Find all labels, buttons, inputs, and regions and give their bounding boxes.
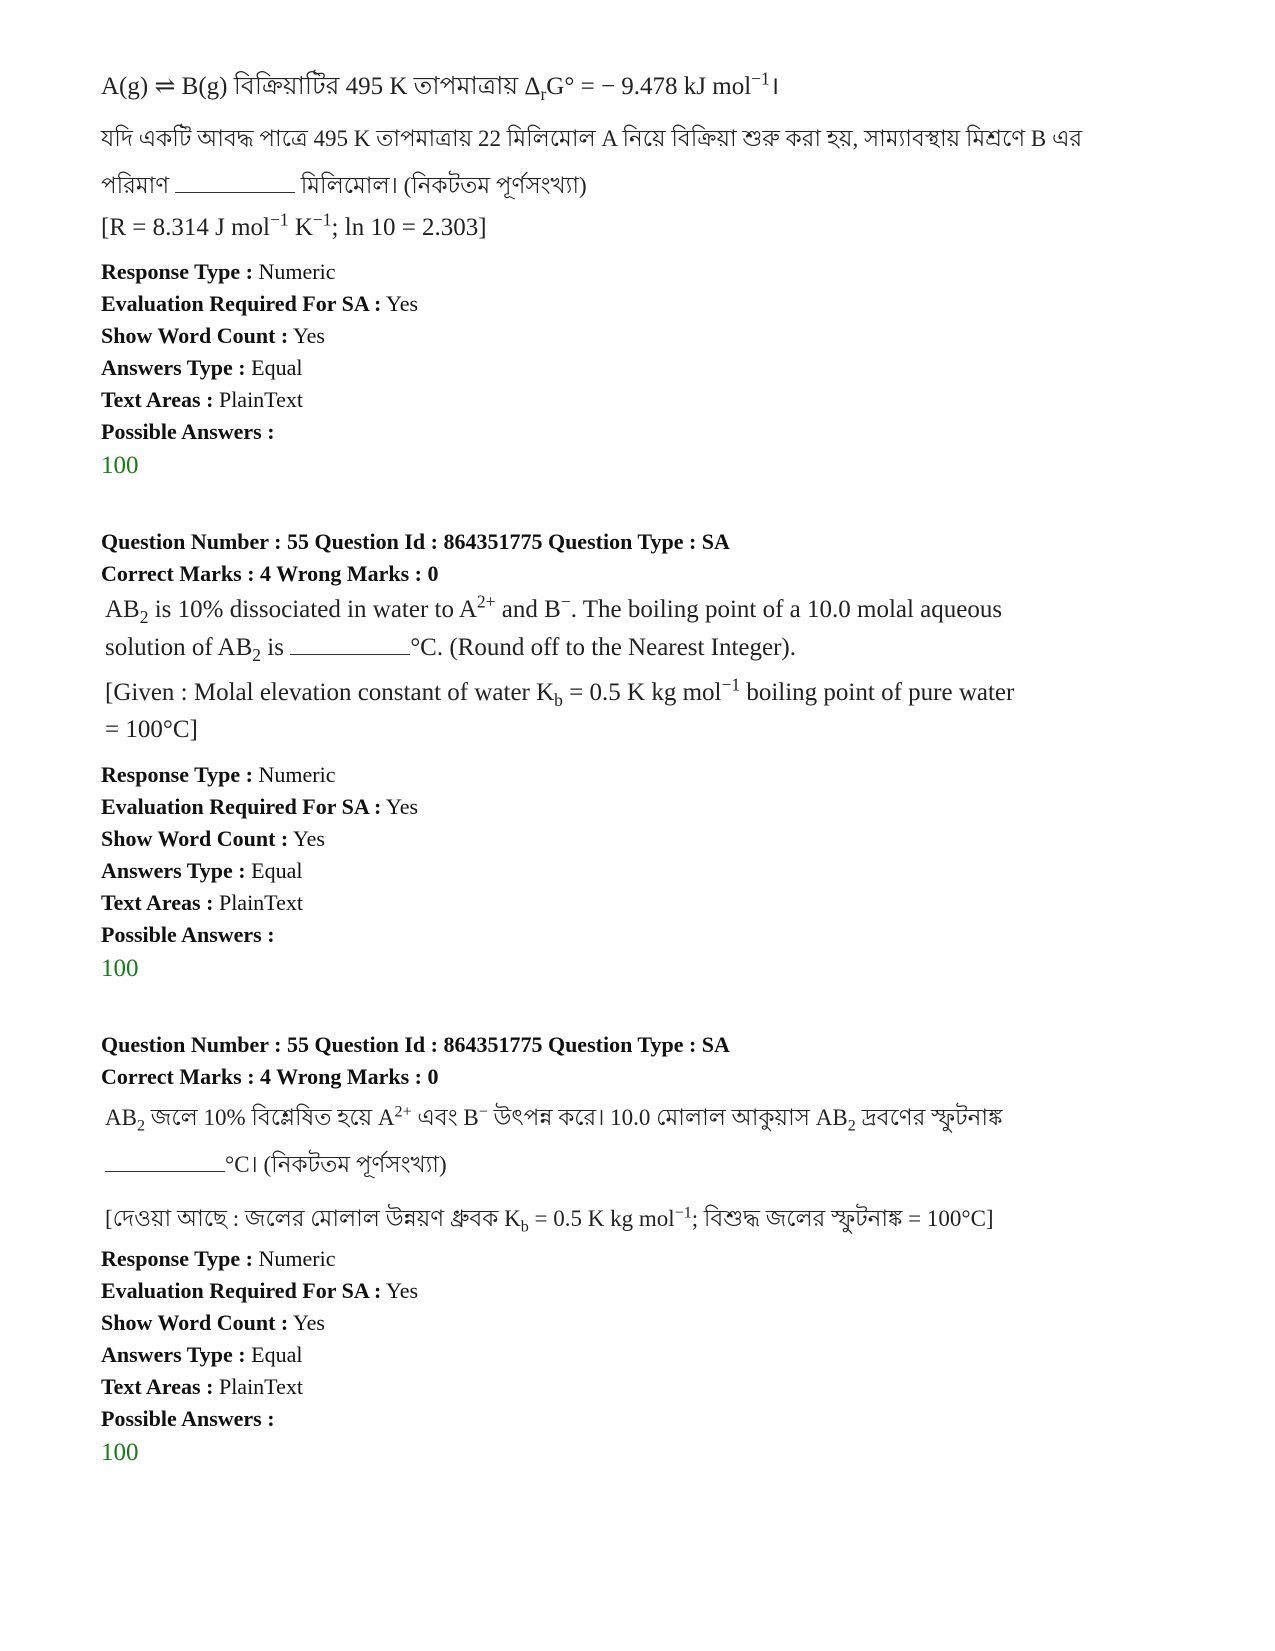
value: Yes [292,1310,325,1335]
reaction-lhs: A(g) [101,73,149,100]
q55-en-line1 [105,591,1003,627]
q55-bn-response-type [101,1246,335,1272]
q55-bn-possible-answers [101,1406,275,1432]
value: PlainText [218,1374,303,1399]
s1-line2: যদি একটি আবদ্ধ পাত্রে 495 K তাপমাত্রায় 22 মিলিমোল A নিয়ে বিক্রিয়া শুরু করা হয়, সাম্যাবস্থায় মিশ্রণে B এর [101,126,1083,151]
q55-bn-evaluation [101,1278,418,1304]
label: Text Areas : [101,890,214,915]
delta-sub: r [540,84,547,104]
q55-bn-answers-type [101,1342,302,1368]
value: Equal [251,858,303,883]
value: PlainText [218,387,303,412]
t: = 0.5 K kg mol [528,1206,675,1231]
s1-line3 [101,167,587,206]
answer-blank [290,638,410,655]
sub: b [554,690,563,710]
given-a: [R = 8.314 J mol [101,214,270,241]
sup: 2+ [394,1103,412,1121]
sub: 2 [847,1117,856,1135]
delta-value: G° = − 9.478 kJ mol [546,73,752,100]
t: জলে 10% বিশ্লেষিত হয়ে A [145,1105,395,1130]
sup: − [560,591,571,612]
label: Text Areas : [101,387,214,412]
t: দ্রবণের স্ফুটনাঙ্ক [855,1105,1003,1130]
q55-bn-answer-value: 100 [101,1439,139,1466]
value: Yes [292,826,325,851]
sub: 2 [139,607,149,627]
value: PlainText [218,890,303,915]
sub: 2 [136,1117,145,1135]
s1-word-count [101,323,325,349]
s1-text-areas [101,387,303,413]
q55-en-possible-answers [101,922,275,948]
reaction-desc: বিক্রিয়াটির 495 K তাপমাত্রায় [233,73,519,100]
q55-en-evaluation [101,794,418,820]
value: Numeric [258,259,336,284]
t: এবং B [411,1105,479,1130]
label: Possible Answers : [101,1406,275,1431]
t: উৎপন্ন করে। 10.0 মোলাল আকুয়াস AB [487,1105,848,1130]
q55-bn-word-count [101,1310,325,1336]
sup: −1 [721,674,741,695]
q55-en-answer-value: 100 [101,955,139,982]
label: Response Type : [101,1246,253,1271]
sup: 2+ [476,591,496,612]
answer-blank [105,1155,225,1172]
q55-bn-marks: Correct Marks : 4 Wrong Marks : 0 [101,1064,439,1089]
q55-en-text-areas [101,890,303,916]
s1-reaction-line [101,66,779,109]
label: Response Type : [101,762,253,787]
label: Show Word Count : [101,826,289,851]
delta-symbol: Δ [524,73,541,100]
t: AB [105,1105,137,1130]
t: °C। (নিকটতম পূর্ণসংখ্যা) [225,1152,447,1177]
label: Show Word Count : [101,323,289,348]
t: solution of AB [105,634,253,661]
label: Answers Type : [101,1342,246,1367]
equilibrium-arrow: ⇌ [154,73,176,100]
label: Answers Type : [101,355,246,380]
value: Equal [251,1342,303,1367]
s1-answers-type [101,355,302,381]
line1-end: । [769,73,780,100]
label: Possible Answers : [101,419,275,444]
value: Numeric [258,762,336,787]
value: Equal [251,355,303,380]
t: is 10% dissociated in water to A [148,596,477,623]
q55-en-response-type [101,762,335,788]
s1-possible-answers [101,419,275,445]
t: and B [495,596,561,623]
reaction-rhs: B(g) [181,73,228,100]
sup: − [478,1103,488,1121]
q55-bn-line1 [105,1099,1002,1138]
q55-en-answers-type [101,858,302,884]
q55-bn-line3 [105,1200,994,1239]
label: Evaluation Required For SA : [101,291,382,316]
value: Yes [386,1278,419,1303]
q55-en-header: Question Number : 55 Question Id : 864351775 Question Type : SA [101,529,730,554]
t: [Given : Molal elevation constant of water K [105,679,555,706]
s1-line3-a: পরিমাণ [101,173,170,198]
label: Response Type : [101,259,253,284]
q55-bn-line2 [105,1146,447,1185]
s1-line3-b: মিলিমোল। (নিকটতম পূর্ণসংখ্যা) [300,173,587,198]
answer-blank [175,176,295,193]
value: Numeric [258,1246,336,1271]
t: boiling point of pure water [740,679,1015,706]
t: [দেওয়া আছে : জলের মোলাল উন্নয়ণ ধ্রুবক K [105,1206,521,1231]
label: Show Word Count : [101,1310,289,1335]
t: ; বিশুদ্ধ জলের স্ফুটনাঙ্ক = 100°C] [691,1206,994,1231]
given-sup1: −1 [269,209,289,230]
t: is [261,634,284,661]
value: Yes [386,291,419,316]
label: Evaluation Required For SA : [101,1278,382,1303]
t: AB [105,596,140,623]
given-c: ; ln 10 = 2.303] [331,214,487,241]
q55-en-line2 [105,634,797,665]
label: Evaluation Required For SA : [101,794,382,819]
label: Possible Answers : [101,922,275,947]
given-sup2: −1 [312,209,332,230]
label: Answers Type : [101,858,246,883]
q55-bn-header: Question Number : 55 Question Id : 864351775 Question Type : SA [101,1032,730,1057]
given-b: K [288,214,313,241]
delta-sup: −1 [751,68,770,89]
value: Yes [386,794,419,819]
t: = 0.5 K kg mol [562,679,722,706]
label: Text Areas : [101,1374,214,1399]
sub: 2 [252,645,261,665]
value: Yes [292,323,325,348]
s1-response-type [101,259,335,285]
q55-en-word-count [101,826,325,852]
q55-en-line3 [105,674,1015,710]
sub: b [520,1218,529,1236]
q55-en-line4: = 100°C] [105,716,198,743]
s1-answer-value: 100 [101,452,139,479]
q55-en-marks: Correct Marks : 4 Wrong Marks : 0 [101,561,439,586]
t: . The boiling point of a 10.0 molal aqueous [570,596,1003,623]
q55-bn-text-areas [101,1374,303,1400]
sup: −1 [674,1204,692,1222]
s1-given [101,209,487,242]
t: °C. (Round off to the Nearest Integer). [410,634,797,661]
s1-evaluation [101,291,418,317]
